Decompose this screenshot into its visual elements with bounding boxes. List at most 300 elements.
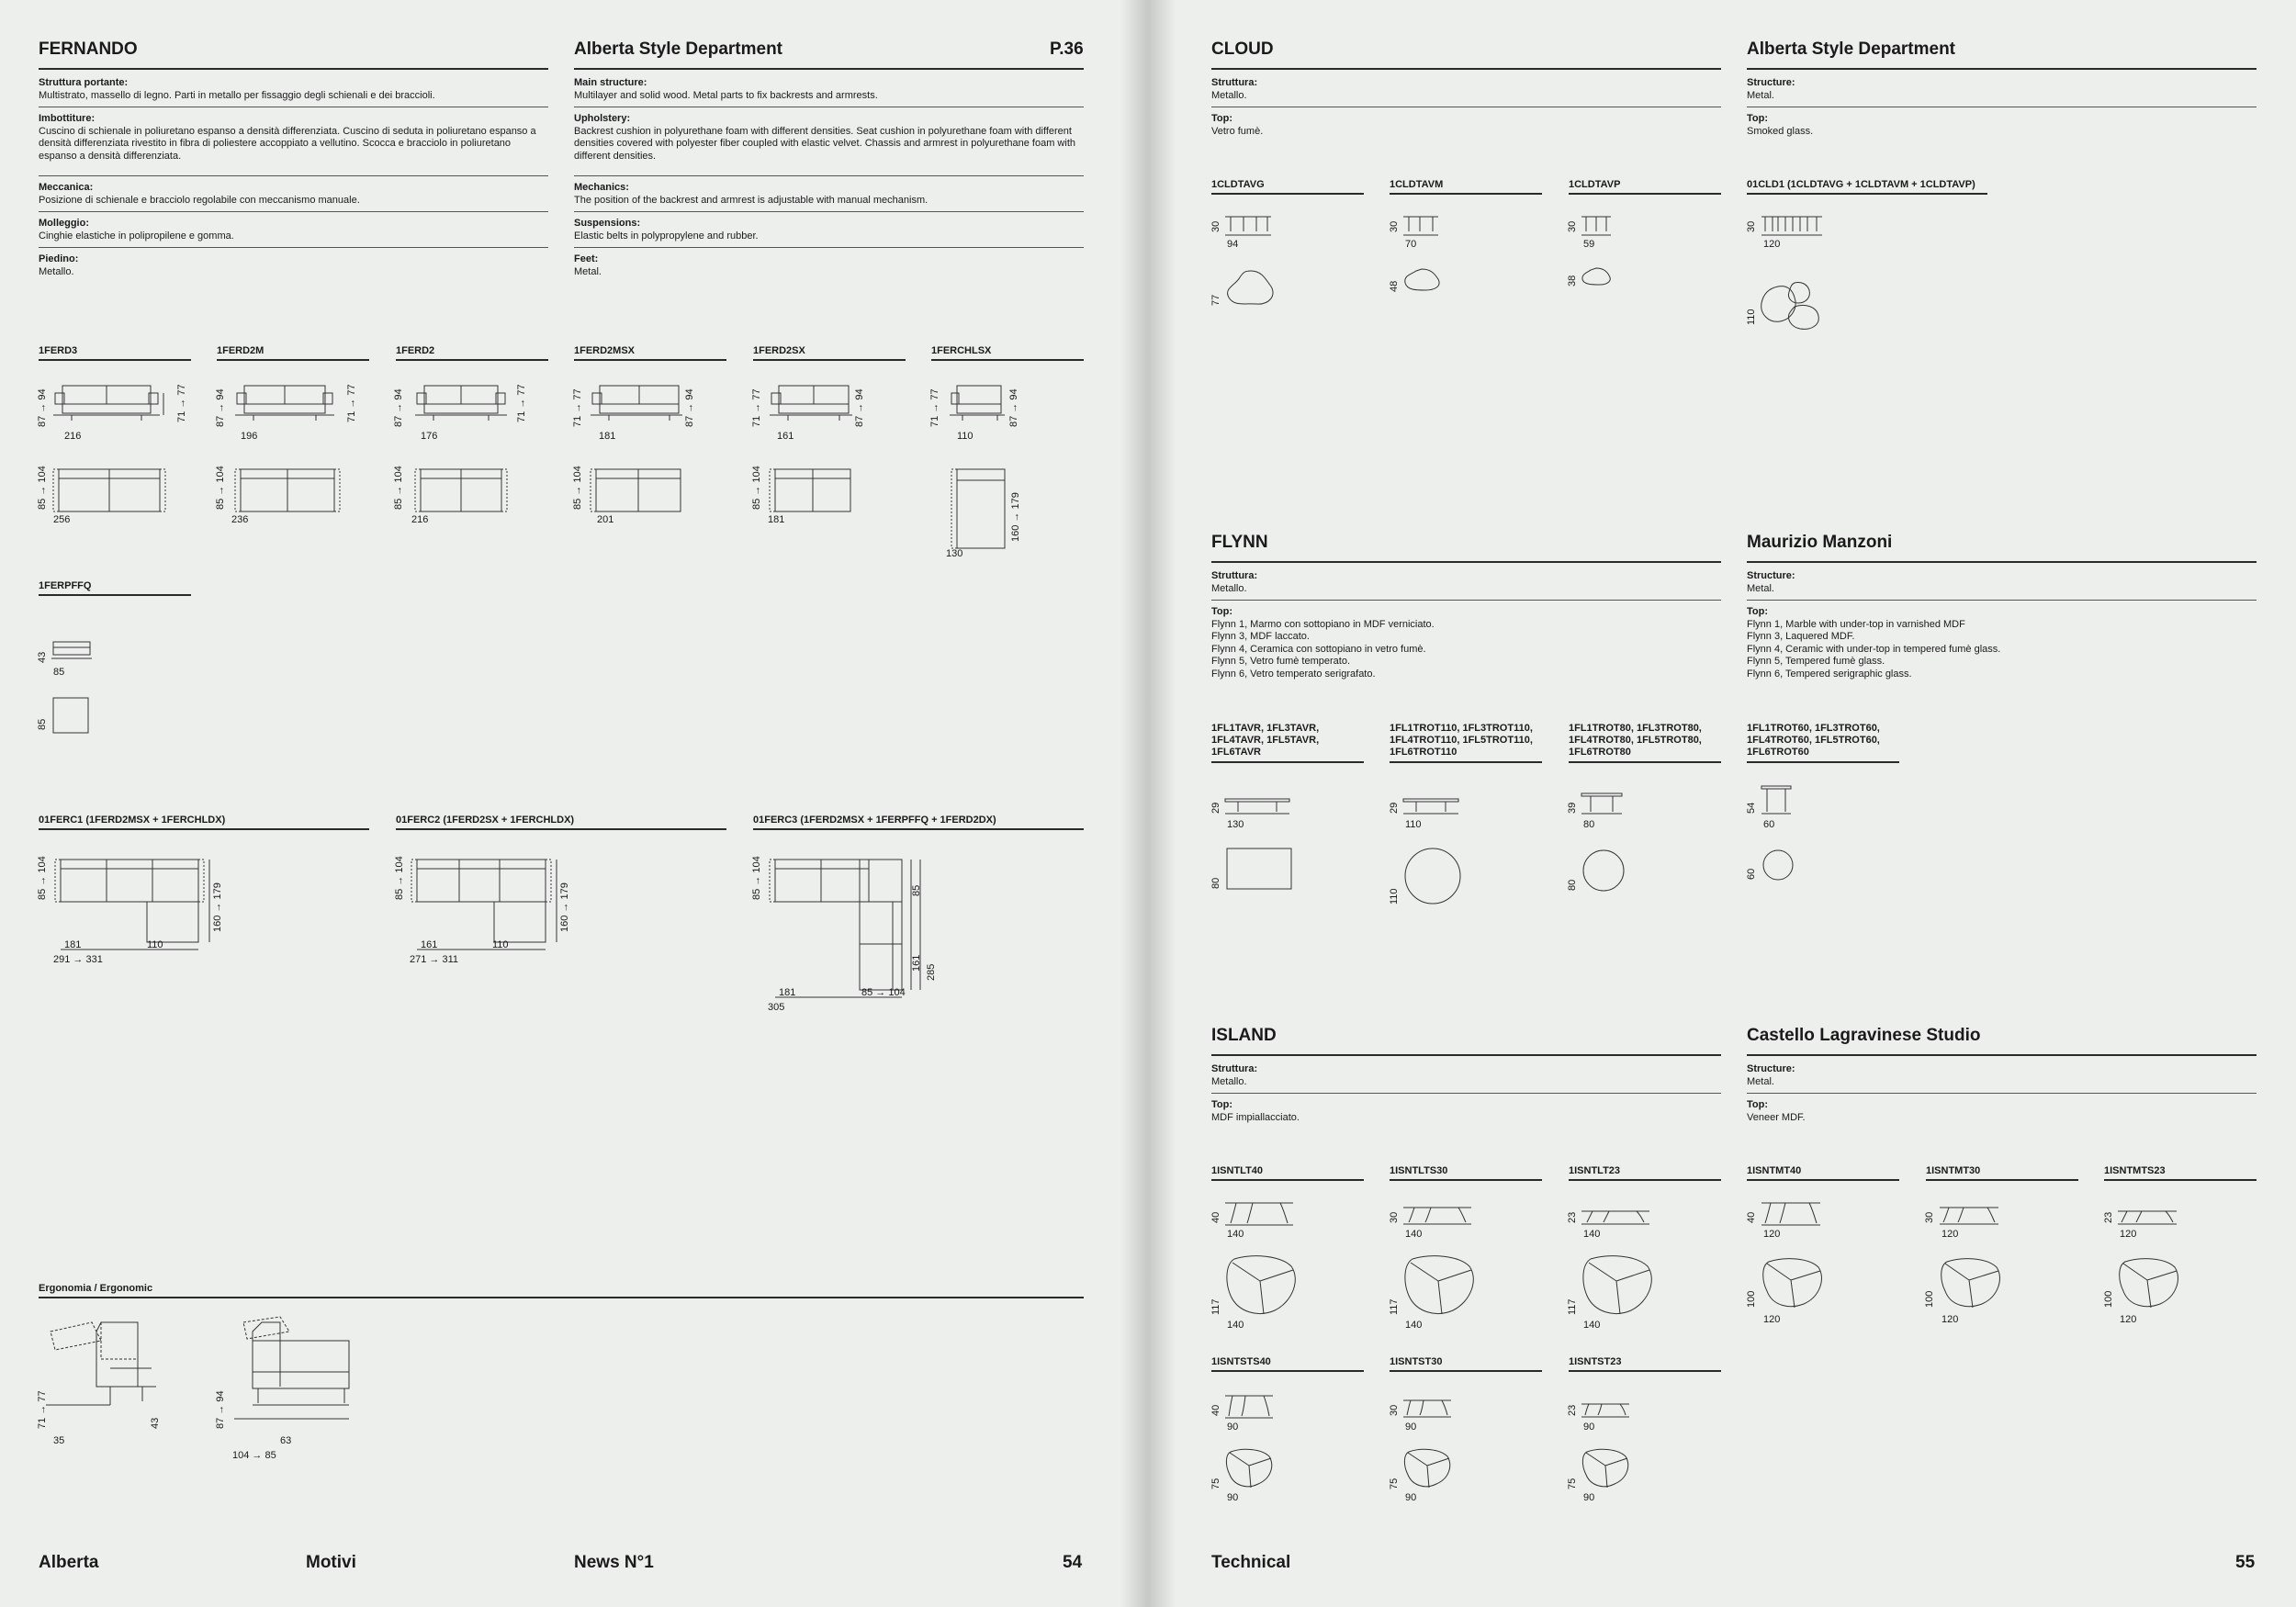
height-dim: 23: [1567, 1404, 1578, 1416]
width-dim: 110: [147, 939, 163, 950]
width-dim: 140: [1583, 1320, 1601, 1331]
rule: [1211, 193, 1364, 195]
width-dim: 120: [1763, 239, 1781, 250]
height-dim: 30: [1389, 1404, 1400, 1416]
table-side-drawing: [1581, 1402, 1637, 1421]
table-top-drawing: [1225, 1447, 1280, 1493]
depth-dim: 110: [1389, 888, 1400, 905]
table-side-drawing: [2118, 1209, 2182, 1228]
spec-text: Cinghie elastiche in polipropilene e gomma.: [39, 230, 234, 242]
table-top-drawing: [2118, 1256, 2182, 1311]
rule: [1747, 561, 2257, 563]
height-dim: 30: [1924, 1211, 1935, 1223]
depth-dim: 80: [1567, 879, 1578, 891]
table-side-drawing: [1940, 1206, 2004, 1228]
height-dim: 30: [1210, 220, 1221, 232]
table-top-drawing: [1403, 1447, 1458, 1493]
table-side-drawing: [1225, 215, 1289, 237]
rule: [574, 247, 1084, 248]
item-code: 1CLDTAVG: [1211, 179, 1265, 190]
depth-dim: 75: [1210, 1478, 1221, 1489]
ergonomics-title: Ergonomia / Ergonomic: [39, 1283, 153, 1294]
rule: [39, 175, 548, 176]
width-dim: 216: [64, 431, 82, 442]
spec-label: Top:: [1747, 113, 1769, 124]
width-dim: 63: [280, 1435, 292, 1446]
depth-dim: 85 → 104: [37, 466, 48, 510]
height-dim: 39: [1567, 802, 1578, 814]
width-dim: 120: [1941, 1314, 1959, 1325]
footer-issue: News N°1: [574, 1553, 654, 1572]
width-dim: 104 → 85: [232, 1450, 276, 1461]
spec-label: Top:: [1211, 606, 1233, 617]
specs-italian: [1211, 570, 1721, 680]
width-dim: 85 → 104: [861, 987, 906, 998]
height-dim: 30: [1746, 220, 1757, 232]
height-dim: 43: [150, 1417, 161, 1429]
width-dim: 120: [2120, 1314, 2137, 1325]
combo-code: 01FERC3 (1FERD2MSX + 1FERPFFQ + 1FERD2DX): [753, 815, 996, 826]
rule: [1211, 68, 1721, 70]
height-dim: 87 → 94: [37, 388, 48, 427]
right-dim: 161: [911, 954, 922, 972]
sofa-code: 1FERD2MSX: [574, 345, 636, 356]
spec-text: Metallo.: [39, 265, 74, 277]
footer-page-number: 55: [2235, 1553, 2256, 1572]
rule: [1211, 600, 1721, 601]
table-top-drawing: [1761, 848, 1798, 885]
depth-dim: 117: [1389, 1298, 1400, 1315]
depth-dim: 80: [1210, 877, 1221, 889]
width-dim: 236: [231, 514, 249, 525]
height-dim: 40: [1746, 1211, 1757, 1223]
spec-label: Structure:: [1747, 77, 1795, 88]
depth-dim: 75: [1389, 1478, 1400, 1489]
height-dim: 23: [1567, 1211, 1578, 1223]
spec-text: Smoked glass.: [1747, 125, 1814, 137]
spec-label: Feet:: [574, 253, 599, 264]
width-dim: 90: [1583, 1422, 1595, 1433]
table-top-drawing: [1581, 848, 1627, 894]
spec-label: Piedino:: [39, 253, 79, 264]
width-dim: 140: [1227, 1320, 1244, 1331]
height-dim: 71 → 77: [37, 1390, 48, 1429]
item-code: 1CLDTAVP: [1569, 179, 1621, 190]
rule: [1747, 193, 1987, 195]
rule: [1926, 1179, 2078, 1181]
depth-dim: 160 → 179: [559, 882, 570, 932]
table-side-drawing: [1581, 215, 1622, 237]
rule: [39, 1297, 1084, 1298]
sofa-code: 1FERD3: [39, 345, 78, 356]
specs-english: [574, 77, 1084, 278]
width-dim: 59: [1583, 239, 1595, 250]
rule: [1569, 193, 1721, 195]
sofa-front-drawing: [53, 376, 182, 432]
spec-label: Upholstery:: [574, 113, 631, 124]
specs-english: [1747, 77, 2257, 138]
depth-dim: 75: [1567, 1478, 1578, 1489]
sofa-code: 1FERD2M: [217, 345, 264, 356]
combo-code: 01FERC1 (1FERD2MSX + 1FERCHLDX): [39, 815, 226, 826]
spec-label: Top:: [1747, 606, 1769, 617]
height-dim: 29: [1210, 802, 1221, 814]
height-dim: 30: [1567, 220, 1578, 232]
height-dim: 54: [1746, 802, 1757, 814]
depth-dim: 85: [37, 718, 48, 730]
depth-dim: 117: [1567, 1298, 1578, 1315]
width-dim: 110: [492, 939, 509, 950]
width-dim: 196: [241, 431, 258, 442]
width-dim: 140: [1583, 1229, 1601, 1240]
rule: [39, 211, 548, 212]
rule: [931, 359, 1084, 361]
rule: [1569, 761, 1721, 763]
sofa-code: 1FERD2SX: [753, 345, 805, 356]
width-dim: 120: [2120, 1229, 2137, 1240]
height-dim: 29: [1389, 802, 1400, 814]
spec-label: Imbottiture:: [39, 113, 96, 124]
height-dim: 23: [2103, 1211, 2114, 1223]
spec-text: Multilayer and solid wood. Metal parts to fix backrests and armrests.: [574, 89, 878, 101]
table-top-drawing: [1940, 1256, 2004, 1311]
table-top-drawing: [1223, 268, 1278, 309]
table-side-drawing: [1581, 792, 1627, 817]
spec-label: Struttura:: [1211, 1063, 1258, 1074]
rule: [574, 211, 1084, 212]
rule: [1747, 68, 2257, 70]
width-dim: 181: [768, 514, 785, 525]
depth-dim: 100: [1924, 1290, 1935, 1308]
table-top-drawing: [1581, 1447, 1637, 1493]
sofa-front-drawing: [235, 376, 364, 432]
table-side-drawing: [1761, 215, 1835, 237]
width-dim: 181: [599, 431, 616, 442]
specs-english: [1747, 570, 2257, 680]
spec-text: Flynn 1, Marble with under-top in varnished MDF Flynn 3, Laquered MDF. Flynn 4, Ceramic with under-top in tempered fumè glass. Flynn 5, Tempered fumè glass. Flynn 6, Tempered serigraphic glass.: [1747, 618, 2001, 680]
total-width-dim: 291 → 331: [53, 954, 103, 965]
footer-section: Motivi: [306, 1553, 356, 1572]
width-dim: 140: [1405, 1320, 1423, 1331]
sofa-plan-drawing: [770, 464, 898, 513]
depth-dim: 85 → 104: [394, 856, 405, 900]
height-dim: 87 → 94: [1008, 388, 1019, 427]
spec-text: Metal.: [574, 265, 602, 277]
spec-label: Suspensions:: [574, 218, 641, 229]
table-side-drawing: [1403, 1206, 1477, 1228]
spec-text: Backrest cushion in polyurethane foam with different densities. Seat cushion in polyurethane foam with different densities covered with polyester fiber coupled with elastic velvet. Chassis and armrest in polyurethane foam with different densities.: [574, 125, 1075, 162]
height-dim: 71 → 77: [516, 384, 527, 422]
width-dim: 85: [53, 667, 65, 678]
pouf-plan-drawing: [51, 696, 92, 736]
depth-dim: 85 → 104: [37, 856, 48, 900]
sofa-plan-drawing: [235, 464, 364, 513]
footer-page-number: 54: [1063, 1553, 1083, 1572]
rule: [396, 828, 726, 830]
width-dim: 120: [1763, 1314, 1781, 1325]
rule: [1390, 761, 1542, 763]
width-dim: 80: [1583, 819, 1595, 830]
height-dim: 40: [1210, 1211, 1221, 1223]
section-designer: Castello Lagravinese Studio: [1747, 1026, 1981, 1045]
depth-dim: 100: [1746, 1290, 1757, 1308]
rule: [1211, 1370, 1364, 1372]
rule: [574, 175, 1084, 176]
height-dim: 71 → 77: [929, 388, 940, 427]
spec-label: Molleggio:: [39, 218, 89, 229]
item-code: 1ISNTLT40: [1211, 1165, 1264, 1176]
width-dim: 110: [957, 431, 974, 442]
item-code: 1FL1TROT110, 1FL3TROT110, 1FL4TROT110, 1FL5TROT110, 1FL6TROT110: [1390, 723, 1533, 758]
table-top-drawing: [1403, 847, 1464, 907]
total-width-dim: 271 → 311: [410, 954, 459, 965]
item-code: 1FL1TROT60, 1FL3TROT60, 1FL4TROT60, 1FL5TROT60, 1FL6TROT60: [1747, 723, 1880, 758]
depth-dim: 77: [1210, 294, 1221, 306]
right-dim: 285: [926, 963, 937, 981]
table-side-drawing: [1761, 784, 1798, 817]
width-dim: 90: [1405, 1422, 1417, 1433]
rule: [1747, 761, 1899, 763]
rule: [753, 359, 906, 361]
rule: [396, 359, 548, 361]
spec-label: Mechanics:: [574, 182, 629, 193]
spec-text: The position of the backrest and armrest is adjustable with manual mechanism.: [574, 194, 929, 206]
sofa-plan-drawing: [415, 464, 544, 513]
item-code: 1ISNTMT30: [1926, 1165, 1981, 1176]
rule: [1747, 600, 2257, 601]
sofa-plan-drawing: [53, 464, 182, 513]
depth-dim: 38: [1567, 275, 1578, 287]
depth-dim: 110: [1746, 309, 1757, 325]
sofa-front-drawing: [770, 376, 898, 432]
rule: [39, 359, 191, 361]
width-dim: 256: [53, 514, 71, 525]
item-code: 1ISNTSTS40: [1211, 1356, 1271, 1367]
rule: [1390, 1179, 1542, 1181]
width-dim: 130: [946, 548, 963, 559]
spec-text: Multistrato, massello di legno. Parti in metallo per fissaggio degli schienali e dei braccioli.: [39, 89, 435, 101]
rule: [217, 359, 369, 361]
item-code: 1ISNTMTS23: [2104, 1165, 2166, 1176]
spec-label: Structure:: [1747, 570, 1795, 581]
rule: [39, 68, 548, 70]
spec-label: Main structure:: [574, 77, 647, 88]
rule: [1747, 1054, 2257, 1056]
depth-dim: 160 → 179: [212, 882, 223, 932]
spec-text: Metallo.: [1211, 1075, 1247, 1087]
rule: [574, 68, 1084, 70]
rule: [1211, 1179, 1364, 1181]
depth-dim: 85 → 104: [572, 466, 583, 510]
width-dim: 35: [53, 1435, 65, 1446]
spec-label: Top:: [1211, 1099, 1233, 1110]
rule: [39, 828, 369, 830]
spec-text: Metal.: [1747, 89, 1774, 101]
rule: [1747, 1179, 1899, 1181]
spec-label: Top:: [1747, 1099, 1769, 1110]
depth-dim: 117: [1210, 1298, 1221, 1315]
rule: [1211, 1093, 1721, 1094]
item-code: 01CLD1 (1CLDTAVG + 1CLDTAVM + 1CLDTAVP): [1747, 179, 1975, 190]
table-top-drawing: [1581, 1253, 1655, 1318]
combo-code: 01FERC2 (1FERD2SX + 1FERCHLDX): [396, 815, 575, 826]
item-code: 1FL1TROT80, 1FL3TROT80, 1FL4TROT80, 1FL5TROT80, 1FL6TROT80: [1569, 723, 1702, 758]
page-reference: P.36: [1050, 39, 1084, 59]
width-dim: 201: [597, 514, 614, 525]
table-side-drawing: [1225, 1394, 1280, 1422]
section-designer: Maurizio Manzoni: [1747, 533, 1893, 552]
spec-text: Metal.: [1747, 582, 1774, 594]
rule: [1390, 193, 1542, 195]
section-title: CLOUD: [1211, 39, 1274, 59]
rule: [1747, 1093, 2257, 1094]
depth-dim: 85 → 104: [751, 466, 762, 510]
spec-text: MDF impiallacciato.: [1211, 1111, 1300, 1123]
width-dim: 90: [1583, 1492, 1595, 1503]
item-code: 1FL1TAVR, 1FL3TAVR, 1FL4TAVR, 1FL5TAVR, 1FL6TAVR: [1211, 723, 1320, 758]
sofa-front-drawing: [591, 376, 719, 432]
table-top-drawing: [1225, 1253, 1299, 1318]
width-dim: 161: [777, 431, 794, 442]
height-dim: 40: [1210, 1404, 1221, 1416]
table-top-drawing: [1225, 847, 1299, 893]
width-dim: 140: [1227, 1229, 1244, 1240]
rule: [753, 828, 1084, 830]
sofa-plan-drawing: [591, 464, 719, 513]
item-code: 1CLDTAVM: [1390, 179, 1444, 190]
width-dim: 60: [1763, 819, 1775, 830]
item-code: 1ISNTLTS30: [1390, 1165, 1448, 1176]
specs-italian: [1211, 77, 1721, 138]
rule: [574, 359, 726, 361]
table-top-drawing: [1403, 1253, 1477, 1318]
chaise-plan-drawing: [950, 462, 1014, 554]
width-dim: 90: [1405, 1492, 1417, 1503]
rule: [2104, 1179, 2257, 1181]
rule: [39, 594, 191, 596]
height-dim: 87 → 94: [684, 388, 695, 427]
section-title: ISLAND: [1211, 1026, 1277, 1045]
width-dim: 161: [421, 939, 438, 950]
width-dim: 216: [411, 514, 429, 525]
width-dim: 70: [1405, 239, 1417, 250]
table-top-drawing: [1758, 266, 1831, 331]
height-dim: 71 → 77: [346, 384, 357, 422]
height-dim: 71 → 77: [751, 388, 762, 427]
table-side-drawing: [1225, 1201, 1299, 1229]
footer-section: Technical: [1211, 1553, 1291, 1572]
table-top-drawing: [1580, 266, 1620, 288]
height-dim: 87 → 94: [215, 1390, 226, 1429]
rule: [1211, 561, 1721, 563]
spec-label: Top:: [1211, 113, 1233, 124]
depth-dim: 85 → 104: [751, 856, 762, 900]
spec-text: Cuscino di schienale in poliuretano espanso a densità differenziata. Cuscino di seduta in poliuretano espanso a densità differenziata rivestito in fibra di poliestere accoppiato a vellutino. Scocca e bracciolo in poliuretano espanso a densità differenziata.: [39, 125, 536, 162]
rule: [1569, 1370, 1721, 1372]
footer-brand: Alberta: [39, 1553, 99, 1572]
section-designer: Alberta Style Department: [1747, 39, 1956, 59]
spec-text: Flynn 1, Marmo con sottopiano in MDF verniciato. Flynn 3, MDF laccato. Flynn 4, Ceramica con sottopiano in vetro fumè. Flynn 5, Vetro fumè temperato. Flynn 6, Vetro temperato serigrafato.: [1211, 618, 1435, 680]
spec-text: Metal.: [1747, 1075, 1774, 1087]
ergonomics-diagram-b: [225, 1313, 363, 1460]
width-dim: 140: [1405, 1229, 1423, 1240]
rule: [1390, 1370, 1542, 1372]
spec-text: Metallo.: [1211, 582, 1247, 594]
height-dim: 71 → 77: [176, 384, 187, 422]
width-dim: 90: [1227, 1422, 1239, 1433]
spec-text: Metallo.: [1211, 89, 1247, 101]
spec-text: Veneer MDF.: [1747, 1111, 1806, 1123]
designer-title: Alberta Style Department: [574, 39, 783, 59]
height-dim: 87 → 94: [393, 388, 404, 427]
width-dim: 181: [64, 939, 82, 950]
table-side-drawing: [1403, 797, 1468, 817]
spec-text: Vetro fumè.: [1211, 125, 1264, 137]
height-dim: 43: [37, 651, 48, 663]
depth-dim: 85 → 104: [393, 466, 404, 510]
table-side-drawing: [1403, 1399, 1458, 1421]
spec-label: Meccanica:: [39, 182, 94, 193]
pouf-code: 1FERPFFQ: [39, 580, 92, 591]
table-top-drawing: [1401, 266, 1447, 294]
width-dim: 90: [1227, 1492, 1239, 1503]
ergonomics-diagram-a: [46, 1313, 165, 1433]
specs-italian: [39, 77, 548, 278]
width-dim: 176: [421, 431, 438, 442]
pouf-front-drawing: [51, 640, 97, 668]
table-side-drawing: [1761, 1201, 1826, 1229]
product-title: FERNANDO: [39, 39, 138, 59]
right-page: [1148, 0, 2296, 1607]
spec-label: Struttura:: [1211, 570, 1258, 581]
item-code: 1ISNTMT40: [1747, 1165, 1802, 1176]
depth-dim: 60: [1746, 868, 1757, 880]
depth-dim: 100: [2103, 1290, 2114, 1308]
width-dim: 110: [1405, 819, 1422, 830]
width-dim: 120: [1941, 1229, 1959, 1240]
depth-dim: 48: [1389, 280, 1400, 292]
width-dim: 94: [1227, 239, 1239, 250]
specs-italian: [1211, 1063, 1721, 1124]
depth-dim: 85 → 104: [215, 466, 226, 510]
right-dim: 85: [911, 884, 922, 896]
sofa-code: 1FERD2: [396, 345, 435, 356]
spec-label: Structure:: [1747, 1063, 1795, 1074]
height-dim: 87 → 94: [854, 388, 865, 427]
table-side-drawing: [1225, 797, 1299, 817]
rule: [39, 247, 548, 248]
width-dim: 120: [1763, 1229, 1781, 1240]
height-dim: 30: [1389, 1211, 1400, 1223]
table-top-drawing: [1761, 1256, 1826, 1311]
table-side-drawing: [1403, 215, 1449, 237]
height-dim: 30: [1389, 220, 1400, 232]
spec-text: Posizione di schienale e bracciolo regolabile con meccanismo manuale.: [39, 194, 360, 206]
width-dim: 130: [1227, 819, 1244, 830]
section-title: FLYNN: [1211, 533, 1268, 552]
rule: [1211, 1054, 1721, 1056]
sofa-code: 1FERCHLSX: [931, 345, 992, 356]
height-dim: 87 → 94: [215, 388, 226, 427]
height-dim: 71 → 77: [572, 388, 583, 427]
item-code: 1ISNTST23: [1569, 1356, 1622, 1367]
total-width-dim: 305: [768, 1002, 785, 1013]
rule: [1569, 1179, 1721, 1181]
item-code: 1ISNTST30: [1390, 1356, 1443, 1367]
depth-dim: 160 → 179: [1010, 492, 1021, 542]
spec-label: Struttura:: [1211, 77, 1258, 88]
spec-label: Struttura portante:: [39, 77, 129, 88]
